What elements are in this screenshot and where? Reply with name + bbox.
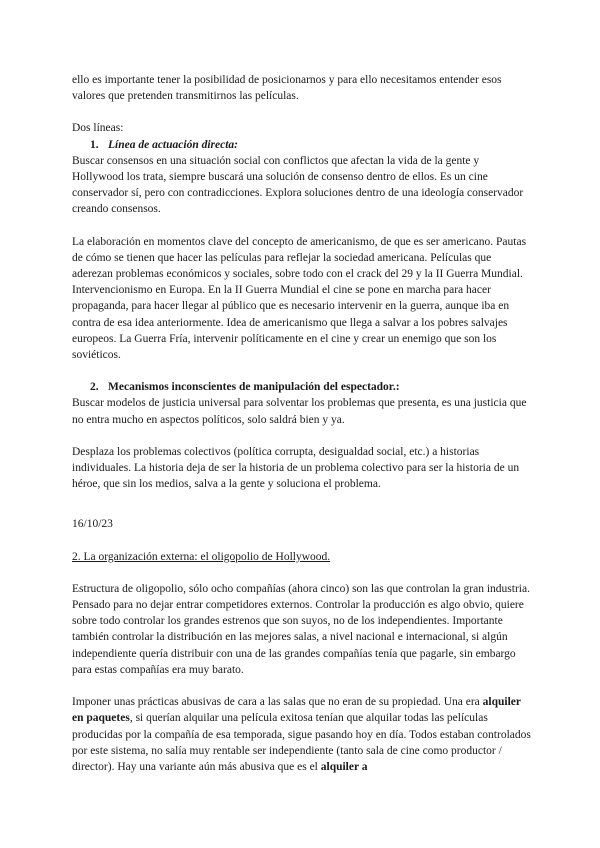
paragraph-americanismo: La elaboración en momentos clave del concepto de americanismo, de que es ser americano. Pautas de cómo se tienen que hacer las películas para reflejar la sociedad americana. Películas que aderezan problemas económicos y sociales, sobre todo con el crack del 29 y la II Guerra Mundial. Intervencionismo en Europa. En la II Guerra Mundial el cine se pone en marcha para hacer propaganda, para hacer llegar al público que es necesario intervenir en la guerra, aunque iba en contra de esa idea anteriormente. Idea de americanismo que llega a salvar a los pobres salvajes europeos. La Guerra Fría, intervenir políticamente en el cine y crear un enemigo que son los soviéticos. [72, 235, 527, 362]
heading-linea-actuacion [90, 137, 532, 153]
paragraph-imponer [72, 694, 532, 775]
text-run: , si querían alquilar una película exitosa tenían que alquilar todas las películas producidas por la compañía de esa temporada, sigue pasando hoy en día. Todos estaban controlados por este sistema, no salía muy rentable ser independiente (tanto sala de cine como productor / director). Hay una variante aún más abusiva que es el [72, 712, 531, 773]
paragraph-consensos: Buscar consensos en una situación social con conflictos que afectan la vida de la gente y Hollywood los trata, siempre buscará una solución de consenso dentro de ellos. Es un cine conservador sí, pero con contradicciones. Explora soluciones dentro de una ideología conservador creando consensos. [72, 154, 524, 216]
heading-mecanismos [90, 379, 532, 395]
date-heading: 16/10/23 [72, 518, 113, 531]
dos-lineas-label: Dos líneas: [72, 122, 124, 135]
section-title: 2. La organización externa: el oligopolio de Hollywood. [72, 550, 331, 563]
bold-term-alquiler-paquetes: alquiler en paquetes [72, 696, 521, 725]
paragraph-estructura: Estructura de oligopolio, sólo ocho compañías (ahora cinco) son las que controlan la gran industria. Pensado para no dejar entrar competidores externos. Controlar la producción es algo obvio, quiere sobre todo controlar los grandes estrenos que son suyos, no de los independientes. Importante también controlar la distribución en las mejores salas, a nivel nacional e internacional, si algún independiente quería distribuir con una de las grandes compañías tenía que pagarle, sin embargo para estas compañías era muy barato. [72, 582, 530, 676]
intro-paragraph: ello es importante tener la posibilidad de posicionarnos y para ello necesitamos entender esos valores que pretenden transmitirnos las películas. [72, 74, 502, 103]
paragraph-desplaza: Desplaza los problemas colectivos (política corrupta, desigualdad social, etc.) a historias individuales. La historia deja de ser la historia de un problema colectivo para ser la historia de un héroe, que sin los medios, salva a la gente y soluciona el problema. [72, 445, 520, 491]
heading-text: Mecanismos inconscientes de manipulación del espectador.: [108, 381, 400, 394]
heading-number: 2. [90, 381, 99, 394]
bold-term-alquiler-a: alquiler a [320, 760, 368, 773]
heading-number: 1. [90, 138, 99, 151]
heading-text: Línea de actuación directa: [108, 138, 238, 151]
document-page [72, 72, 532, 775]
text-run: Imponer unas prácticas abusivas de cara a las salas que no eran de su propiedad. Una era [72, 696, 483, 709]
paragraph-justicia: Buscar modelos de justicia universal para solventar los problemas que presenta, es una justicia que no entra mucho en aspectos políticos, solo saldrá bien y ya. [72, 397, 527, 426]
